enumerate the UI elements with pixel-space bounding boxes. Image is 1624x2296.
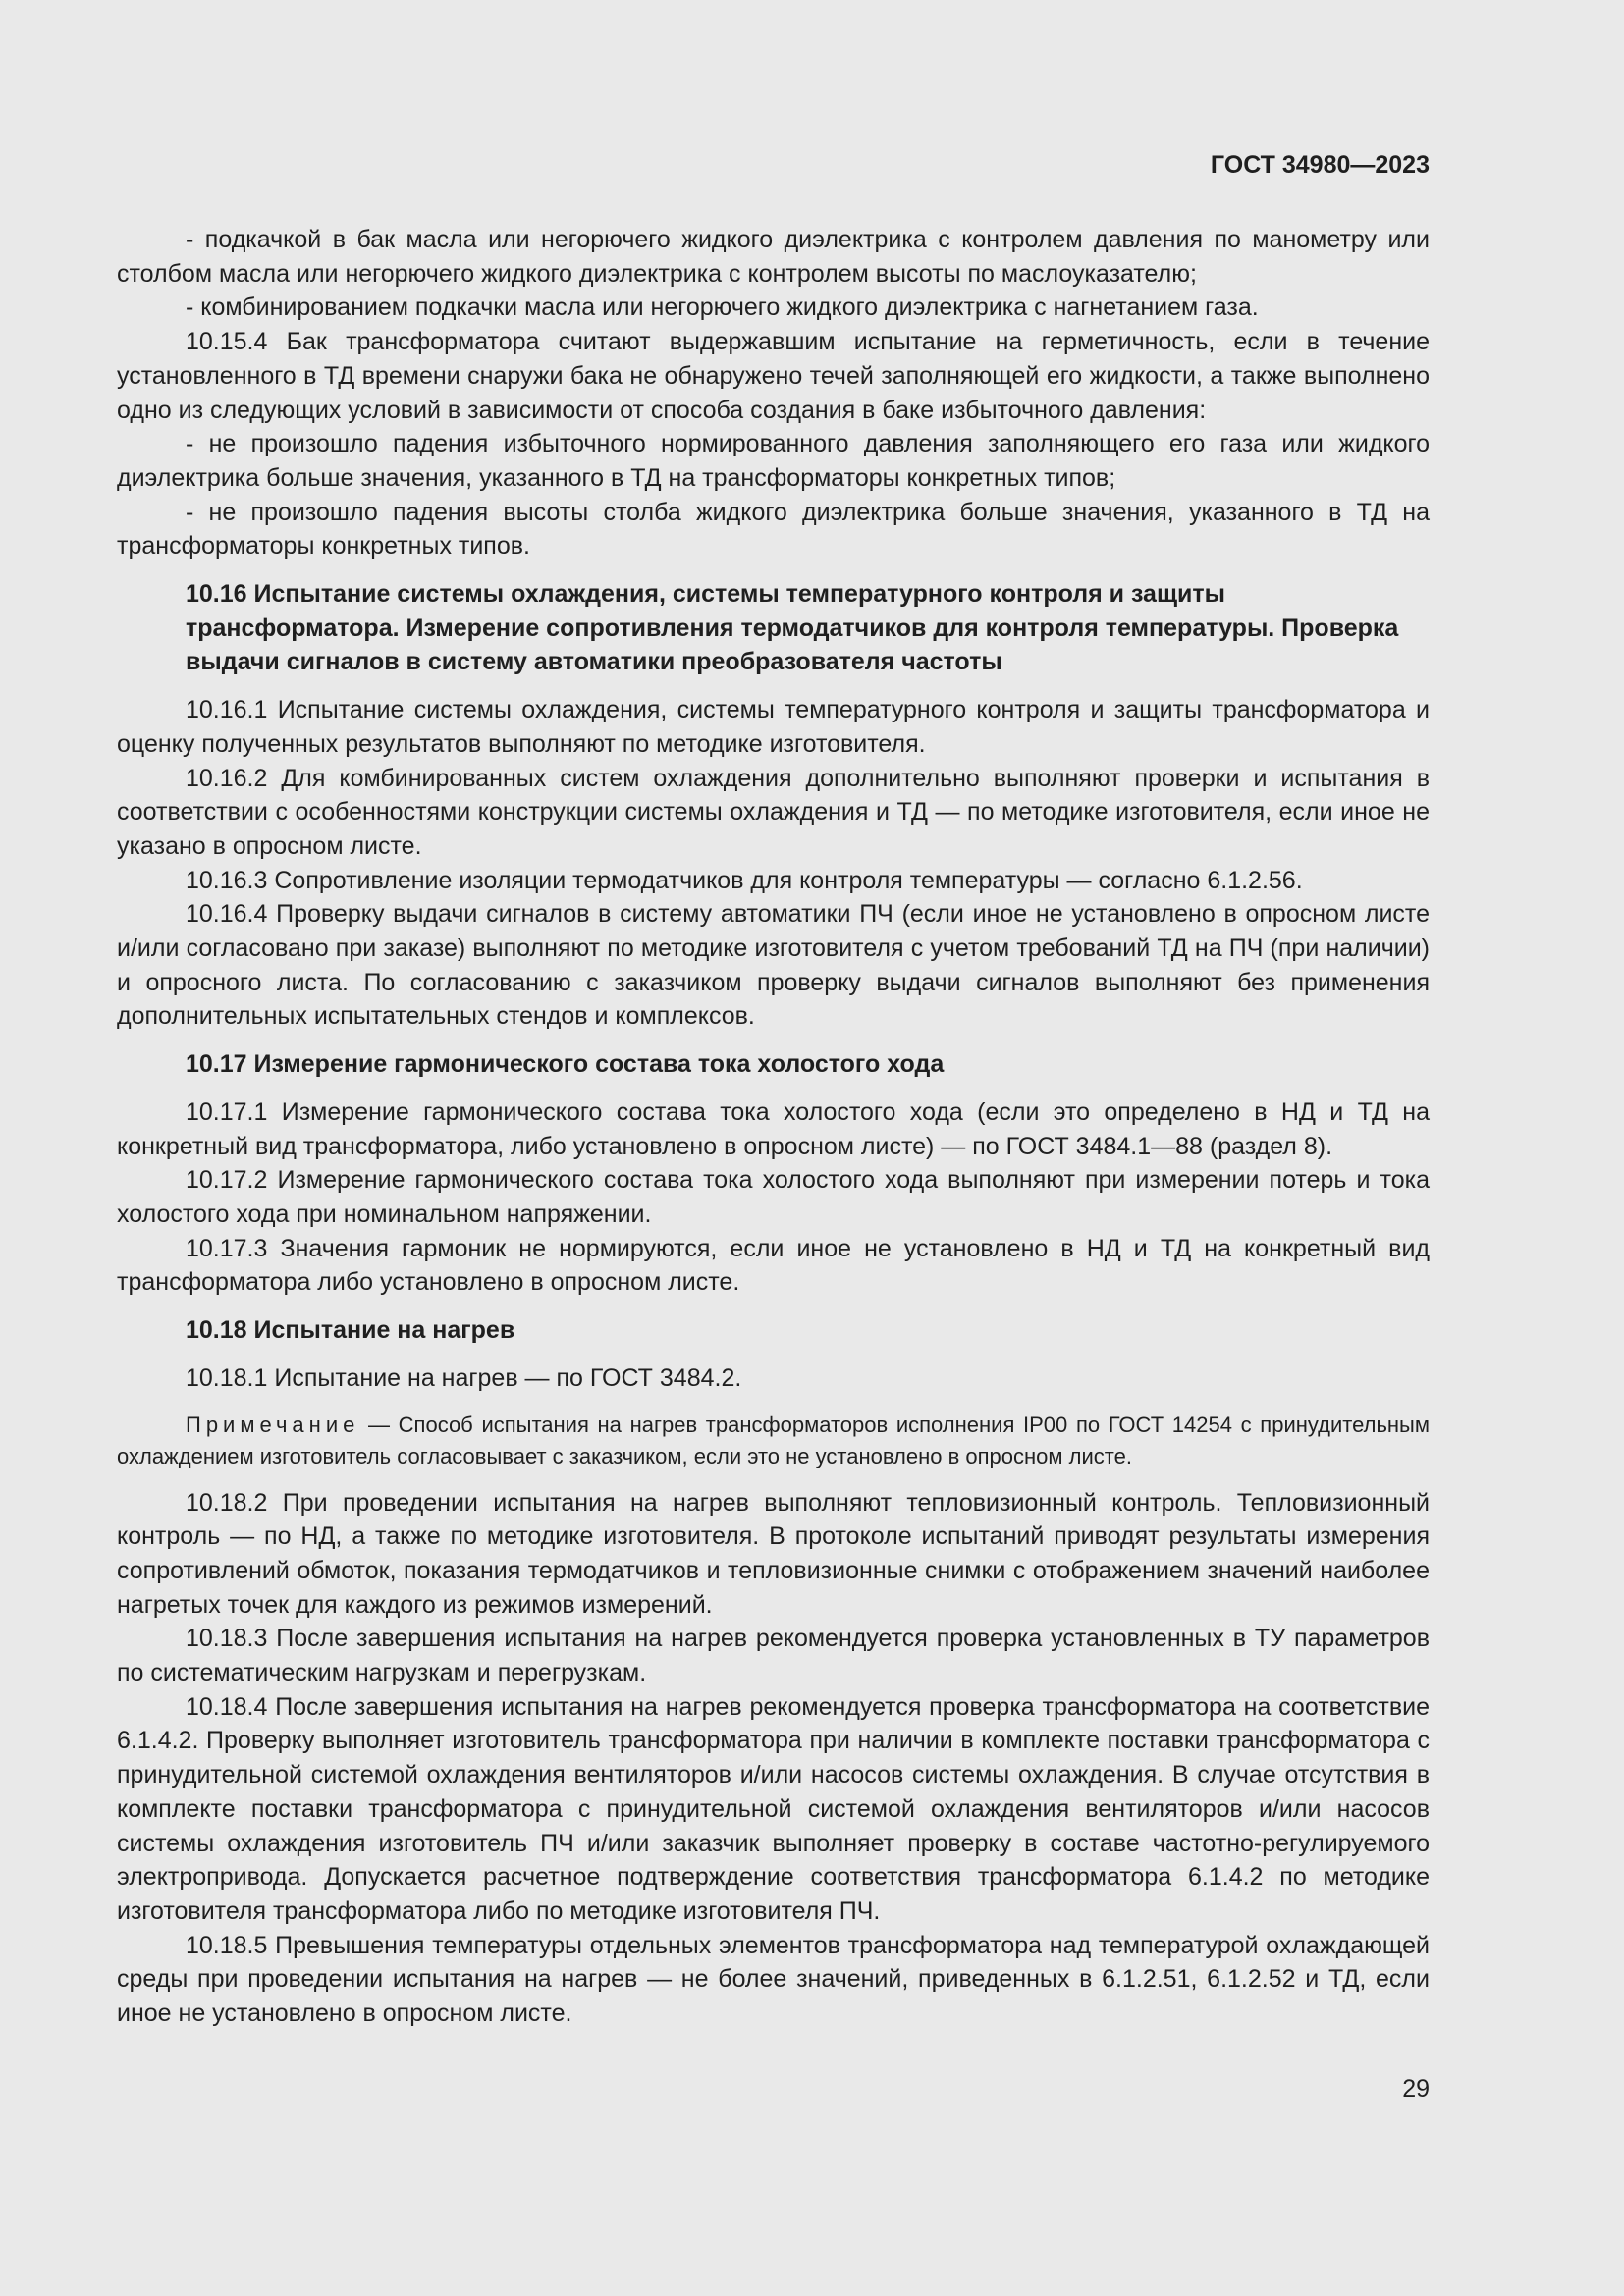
section-heading-10-18: 10.18 Испытание на нагрев xyxy=(186,1316,515,1345)
paragraph: 10.16.3 Сопротивление изоляции термодатчиков для контроля температуры — согласно 6.1.2.56. xyxy=(186,866,1303,894)
note-label: Примечание xyxy=(186,1412,360,1437)
document-standard-id: ГОСТ 34980—2023 xyxy=(1210,151,1430,179)
paragraph: 10.18.1 Испытание на нагрев — по ГОСТ 3484.2. xyxy=(186,1363,742,1392)
paragraph: - не произошло падения высоты столба жидкого диэлектрика больше значения, указанного в ТД на трансформаторы конкретных типов. xyxy=(117,498,1430,561)
document-body xyxy=(117,223,1430,2031)
paragraph: 10.17.2 Измерение гармонического состава тока холостого хода выполняют при измерении потерь и тока холостого хода при номинальном напряжении. xyxy=(117,1166,1430,1228)
paragraph: 10.17.3 Значения гармоник не нормируются, если иное не установлено в НД и ТД на конкретный вид трансформатора либо установлено в опросном листе. xyxy=(117,1234,1430,1297)
paragraph: 10.16.1 Испытание системы охлаждения, системы температурного контроля и защиты трансформатора и оценку полученных результатов выполняют по методике изготовителя. xyxy=(117,696,1430,758)
page-number: 29 xyxy=(1402,2075,1430,2103)
paragraph: - не произошло падения избыточного нормированного давления заполняющего его газа или жидкого диэлектрика больше значения, указанного в ТД на трансформаторы конкретных типов; xyxy=(117,430,1430,492)
paragraph: 10.16.4 Проверку выдачи сигналов в систему автоматики ПЧ (если иное не установлено в опросном листе и/или согласовано при заказе) выполняют по методике изготовителя с учетом требований ТД на ПЧ (при наличии) и опросного листа. По согласованию с заказчиком проверку выдачи сигналов выполняют без применения дополнительных испытательных стендов и комплексов. xyxy=(117,900,1430,1031)
paragraph: - подкачкой в бак масла или негорючего жидкого диэлектрика с контролем давления по манометру или столбом масла или негорючего жидкого диэлектрика с контролем высоты по маслоуказателю; xyxy=(117,226,1430,288)
note xyxy=(117,1410,1430,1472)
paragraph: 10.17.1 Измерение гармонического состава тока холостого хода (если это определено в НД и ТД на конкретный вид трансформатора, либо установлено в опросном листе) — по ГОСТ 3484.1—88 (раздел 8). xyxy=(117,1097,1430,1160)
paragraph: - комбинированием подкачки масла или негорючего жидкого диэлектрика с нагнетанием газа. xyxy=(186,294,1259,322)
paragraph: 10.16.2 Для комбинированных систем охлаждения дополнительно выполняют проверки и испытания в соответствии с особенностями конструкции системы охлаждения и ТД — по методике изготовителя, если иное не указано в опросном листе. xyxy=(117,764,1430,860)
paragraph: 10.18.4 После завершения испытания на нагрев рекомендуется проверка трансформатора на соответствие 6.1.4.2. Проверку выполняет изготовитель трансформатора при наличии в комплекте поставки трансформатора с принудительной системой охлаждения вентиляторов и/или насосов системы охлаждения. В случае отсутствия в комплекте поставки трансформатора с принудительной системой охлаждения вентиляторов и/или насосов системы охлаждения изготовитель ПЧ и/или заказчик выполняет проверку в составе частотно-регулируемого электропривода. Допускается расчетное подтверждение соответствия трансформатора 6.1.4.2 по методике изготовителя трансформатора либо по методике изготовителя ПЧ. xyxy=(117,1692,1430,1925)
paragraph: 10.18.5 Превышения температуры отдельных элементов трансформатора над температурой охлаждающей среды при проведении испытания на нагрев — не более значений, приведенных в 6.1.2.51, 6.1.2.52 и ТД, если иное не установлено в опросном листе. xyxy=(117,1931,1430,2028)
note-text: — Способ испытания на нагрев трансформаторов исполнения IP00 по ГОСТ 14254 с принудительным охлаждением изготовитель согласовывает с заказчиком, если это не установлено в опросном листе. xyxy=(117,1412,1430,1468)
paragraph: 10.15.4 Бак трансформатора считают выдержавшим испытание на герметичность, если в течение установленного в ТД времени снаружи бака не обнаружено течей заполняющей его жидкости, а также выполнено одно из следующих условий в зависимости от способа создания в баке избыточного давления: xyxy=(117,328,1430,424)
paragraph: 10.18.2 При проведении испытания на нагрев выполняют тепловизионный контроль. Тепловизионный контроль — по НД, а также по методике изготовителя. В протоколе испытаний приводят результаты измерения сопротивлений обмоток, показания термодатчиков и тепловизионные снимки с отображением значений наиболее нагретых точек для каждого из режимов измерений. xyxy=(117,1488,1430,1619)
paragraph: 10.18.3 После завершения испытания на нагрев рекомендуется проверка установленных в ТУ параметров по систематическим нагрузкам и перегрузкам. xyxy=(117,1625,1430,1687)
section-heading-10-17: 10.17 Измерение гармонического состава тока холостого хода xyxy=(186,1050,945,1079)
section-heading-10-16: 10.16 Испытание системы охлаждения, системы температурного контроля и защиты трансформатора. Измерение сопротивления термодатчиков для контроля температуры. Проверка выдачи сигналов в систему автоматики преобразователя частоты xyxy=(186,580,1399,676)
